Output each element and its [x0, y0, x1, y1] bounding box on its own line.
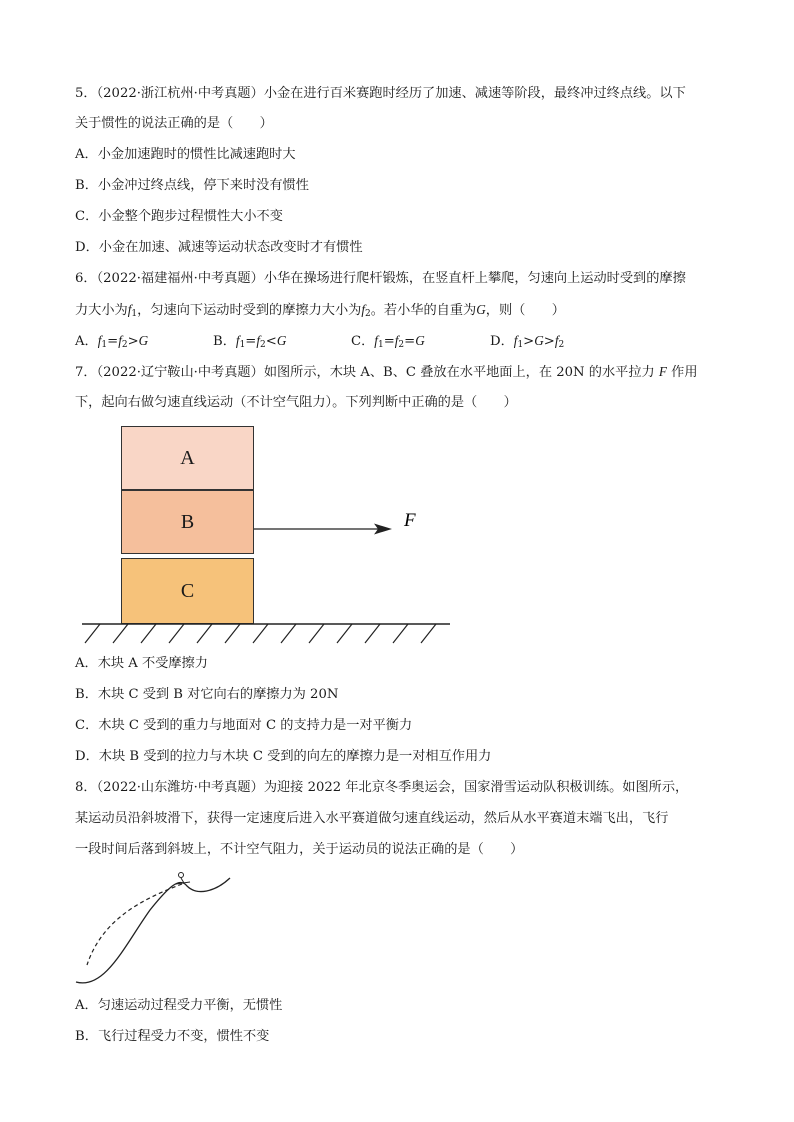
q7-option-d: D．木块 B 受到的拉力与木块 C 受到的向左的摩擦力是一对相互作用力 [75, 749, 492, 764]
block-b: B [121, 490, 254, 554]
q7-option-c: C．木块 C 受到的重力与地面对 C 的支持力是一对平衡力 [75, 718, 413, 733]
q5-stem-line1: 5．（2022·浙江杭州·中考真题）小金在进行百米赛跑时经历了加速、减速等阶段，最终冲过终点线。以下 [75, 86, 686, 101]
q8-stem-line1: 8．（2022·山东潍坊·中考真题）为迎接 2022 年北京冬季奥运会，国家滑雪运动队积极训练。如图所示， [75, 780, 689, 795]
q5-option-a: A．小金加速跑时的惯性比减速跑时大 [75, 147, 296, 162]
q7-stem-line2: 下，起向右做匀速直线运动（不计空气阻力）。下列判断中正确的是（ ） [75, 395, 517, 410]
q6-stem-line2: 力大小为$f_1$，匀速向下运动时受到的摩擦力大小为$f_2$。若小华的自重为G，则（ ） [75, 302, 565, 319]
force-label: F [404, 510, 416, 531]
q7-option-a: A．木块 A 不受摩擦力 [75, 656, 208, 671]
flight-trajectory [87, 884, 182, 965]
q6-option-c: C．$f_1=f_2=G$ [351, 333, 425, 350]
q8-option-b: B．飞行过程受力不变，惯性不变 [75, 1029, 270, 1044]
q5-option-c: C．小金整个跑步过程惯性大小不变 [75, 209, 283, 224]
q5-option-b: B．小金冲过终点线，停下来时没有惯性 [75, 178, 309, 193]
ski-slope-curve [76, 878, 230, 983]
q6-option-b: B．$f_1=f_2<G$ [213, 333, 287, 350]
q5-option-d: D．小金在加速、减速等运动状态改变时才有惯性 [75, 240, 363, 255]
q8-stem-line3: 一段时间后落到斜坡上，不计空气阻力，关于运动员的说法正确的是（ ） [75, 842, 524, 857]
block-a: A [121, 426, 254, 490]
ground-hatching [85, 624, 436, 643]
block-c: C [121, 558, 254, 624]
q8-stem-line2: 某运动员沿斜坡滑下，获得一定速度后进入水平赛道做匀速直线运动，然后从水平赛道末端飞出，飞行 [75, 811, 669, 826]
q5-stem-line2: 关于惯性的说法正确的是（ ） [75, 116, 273, 131]
q8-option-a: A．匀速运动过程受力平衡，无惯性 [75, 998, 283, 1013]
q6-stem-line1: 6．（2022·福建福州·中考真题）小华在操场进行爬杆锻炼，在竖直杆上攀爬，匀速向上运动时受到的摩擦 [75, 271, 686, 286]
q7-option-b: B．木块 C 受到 B 对它向右的摩擦力为 20N [75, 687, 339, 702]
q6-option-d: D．$f_1>G>f_2$ [490, 333, 565, 350]
q7-stem-line1: 7．（2022·辽宁鞍山·中考真题）如图所示，木块 A、B、C 叠放在水平地面上，在 20N 的水平拉力 F 作用 [75, 364, 698, 380]
q6-option-a: A．$f_1=f_2>G$ [75, 333, 149, 350]
